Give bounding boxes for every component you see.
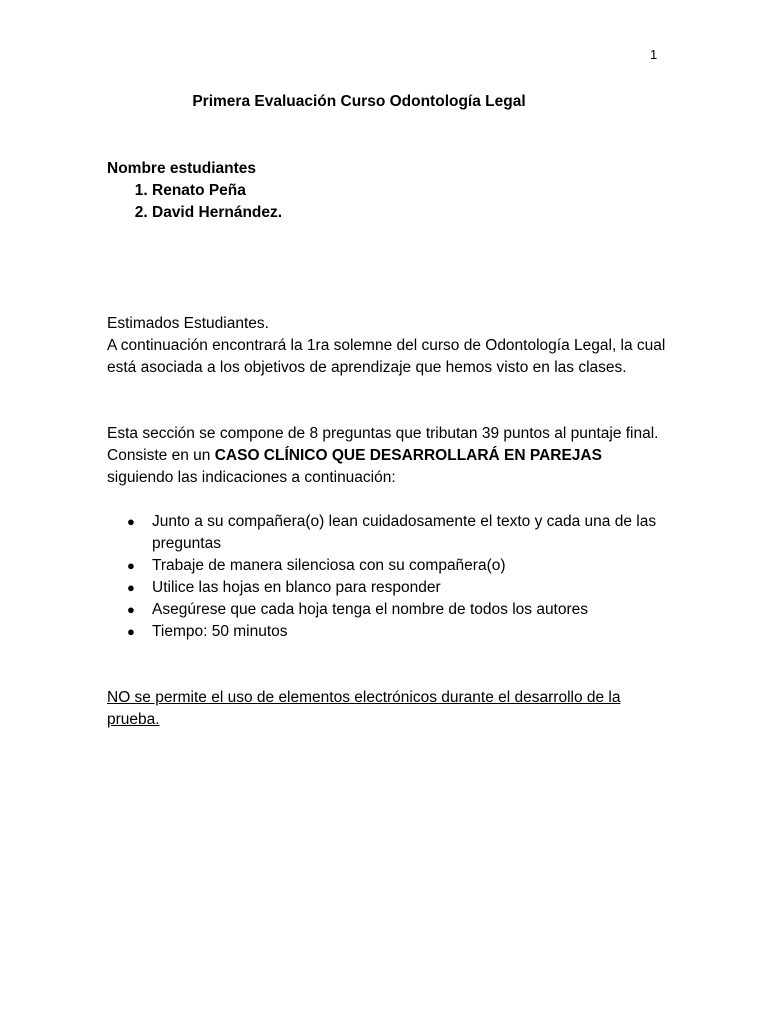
bullet-icon: ● xyxy=(127,558,135,573)
warning-notice: NO se permite el uso de elementos electrónicos durante el desarrollo de la prueba. xyxy=(107,689,621,728)
document-title: Primera Evaluación Curso Odontología Legal xyxy=(192,93,526,110)
section-description xyxy=(107,423,667,489)
instructions-section xyxy=(107,511,667,643)
page-number: 1 xyxy=(650,47,658,62)
intro-paragraph xyxy=(107,313,667,379)
student-name: 1. Renato Peña xyxy=(152,180,282,202)
section-emphasis: CASO CLÍNICO QUE DESARROLLARÁ EN PAREJAS xyxy=(214,447,602,464)
students-heading: Nombre estudiantes xyxy=(107,160,257,177)
intro-text: A continuación encontrará la 1ra solemne del curso de Odontología Legal, la cual está asociada a los objetivos de aprendizaje que hemos visto en las clases. xyxy=(107,337,666,376)
greeting: Estimados Estudiantes. xyxy=(107,315,269,332)
list-item xyxy=(127,621,667,643)
bullet-icon: ● xyxy=(127,602,135,617)
list-item xyxy=(127,511,667,555)
list-item xyxy=(127,555,667,577)
list-item xyxy=(127,599,667,621)
students-section xyxy=(107,158,282,224)
instruction-text: Asegúrese que cada hoja tenga el nombre de todos los autores xyxy=(152,601,589,618)
section-text: Esta sección se compone de 8 preguntas que tributan 39 puntos al puntaje final. Consiste en un xyxy=(107,425,659,464)
list-item xyxy=(127,577,667,599)
bullet-icon: ● xyxy=(127,580,135,595)
student-name: 2. David Hernández. xyxy=(152,202,282,224)
bullet-icon: ● xyxy=(127,624,135,639)
instruction-text: Utilice las hojas en blanco para responder xyxy=(152,579,441,596)
section-text-after: siguiendo las indicaciones a continuación: xyxy=(107,469,396,486)
students-list xyxy=(107,180,282,224)
instruction-text: Junto a su compañera(o) lean cuidadosamente el texto y cada una de las preguntas xyxy=(152,513,657,552)
bullet-icon: ● xyxy=(127,514,135,529)
instruction-text: Trabaje de manera silenciosa con su compañera(o) xyxy=(152,557,506,574)
instructions-list xyxy=(107,511,667,643)
instruction-text: Tiempo: 50 minutos xyxy=(152,623,288,640)
